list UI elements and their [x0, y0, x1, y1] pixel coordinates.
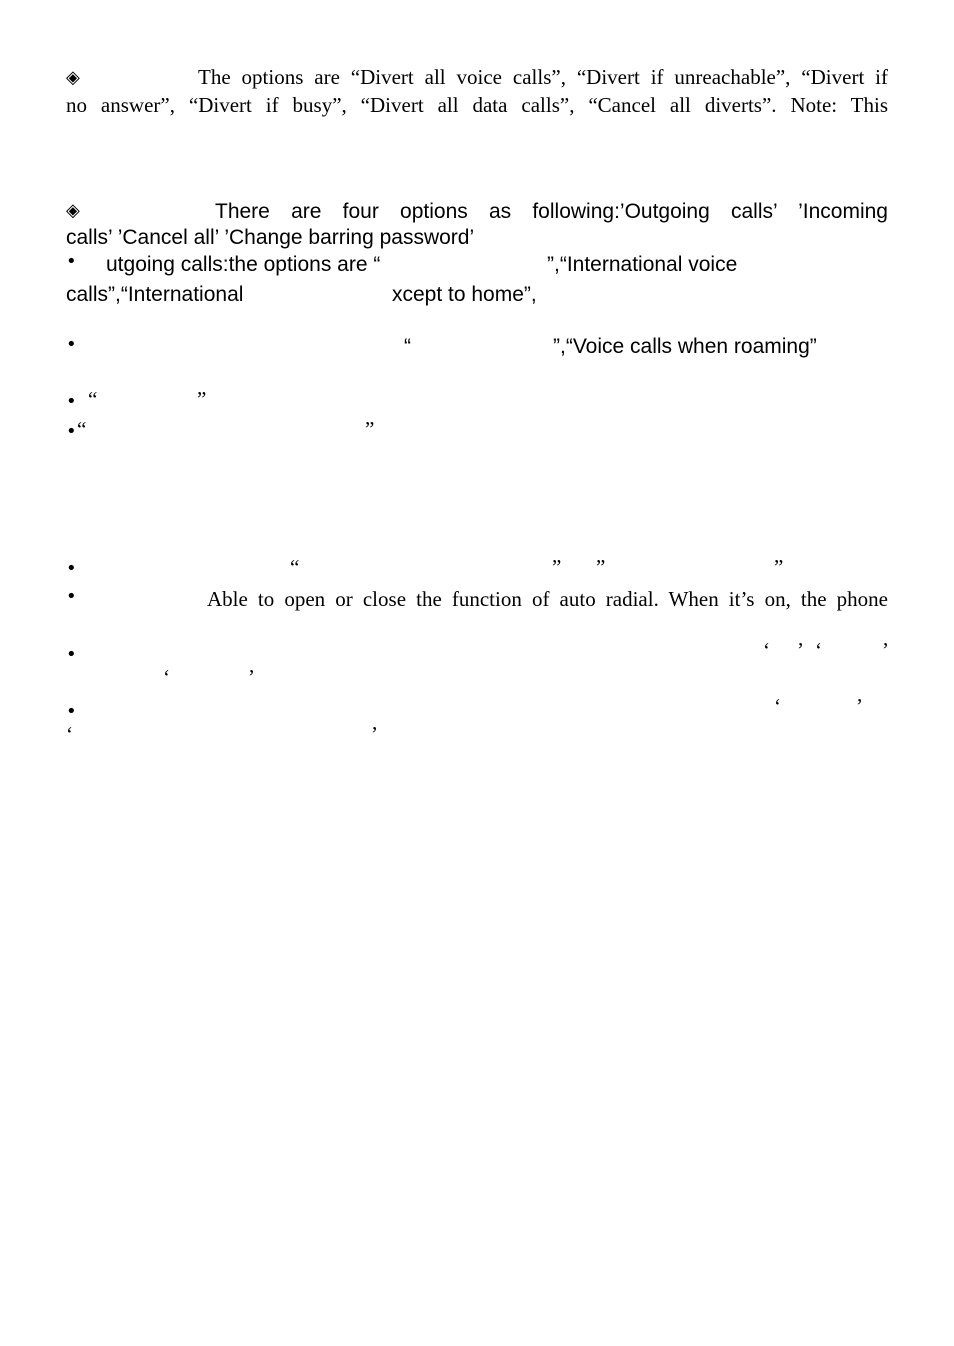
bullet-dot: • — [66, 701, 77, 722]
divert-options-line-1: The options are “Divert all voice calls”, “Divert if unreachable”, “Divert if — [198, 65, 888, 89]
quote-mark: ” — [596, 555, 606, 579]
quote-mark: ‘ — [66, 722, 73, 746]
bullet-dot: • — [66, 644, 77, 665]
quote-mark: ” — [552, 555, 562, 579]
quote-mark: ‘ — [763, 638, 770, 662]
diamond-bullet-icon: ◈ — [66, 200, 80, 220]
outgoing-calls-text: utgoing calls:the options are “ — [106, 253, 381, 276]
quote-mark: ‘ — [163, 665, 170, 689]
cancel-all-open-quote: “ — [88, 387, 98, 411]
quote-mark: ‘ — [815, 638, 822, 662]
bullet-dot: • — [66, 558, 77, 579]
quote-mark: ’ — [856, 694, 863, 718]
divert-options-line-2: no answer”, “Divert if busy”, “Divert all data calls”, “Cancel all diverts”. Note: This — [66, 93, 888, 117]
quote-mark: ’ — [371, 722, 378, 746]
change-password-open-quote: “ — [77, 417, 87, 441]
auto-redial-description: Able to open or close the function of auto radial. When it’s on, the phone — [207, 587, 888, 611]
quote-mark: ’ — [248, 665, 255, 689]
bullet-dot: • — [66, 251, 77, 272]
incoming-calls-open-quote: “ — [404, 335, 411, 358]
bullet-dot: • — [66, 391, 77, 412]
quote-mark: “ — [290, 555, 300, 579]
incoming-calls-text: ”,“Voice calls when roaming” — [553, 335, 817, 358]
outgoing-calls-text-continued: ”,“International voice — [547, 253, 738, 276]
bullet-dot: • — [66, 334, 77, 355]
bullet-dot: • — [66, 421, 77, 442]
bullet-dot: • — [66, 586, 77, 607]
outgoing-calls-line-2a: calls”,“International — [66, 283, 244, 306]
quote-mark: ’ — [882, 638, 889, 662]
quote-mark: ” — [774, 555, 784, 579]
outgoing-calls-line-2b: xcept to home”, — [392, 283, 537, 306]
change-password-close-quote: ” — [365, 417, 375, 441]
quote-mark: ‘ — [774, 694, 781, 718]
diamond-bullet-icon: ◈ — [66, 67, 80, 87]
barring-options-line-2: calls’ ’Cancel all’ ’Change barring password’ — [66, 226, 475, 249]
quote-mark: ’ — [797, 638, 804, 662]
barring-options-line-1: There are four options as following:’Outgoing calls’ ’Incoming — [215, 200, 888, 223]
cancel-all-close-quote: ” — [197, 387, 207, 411]
